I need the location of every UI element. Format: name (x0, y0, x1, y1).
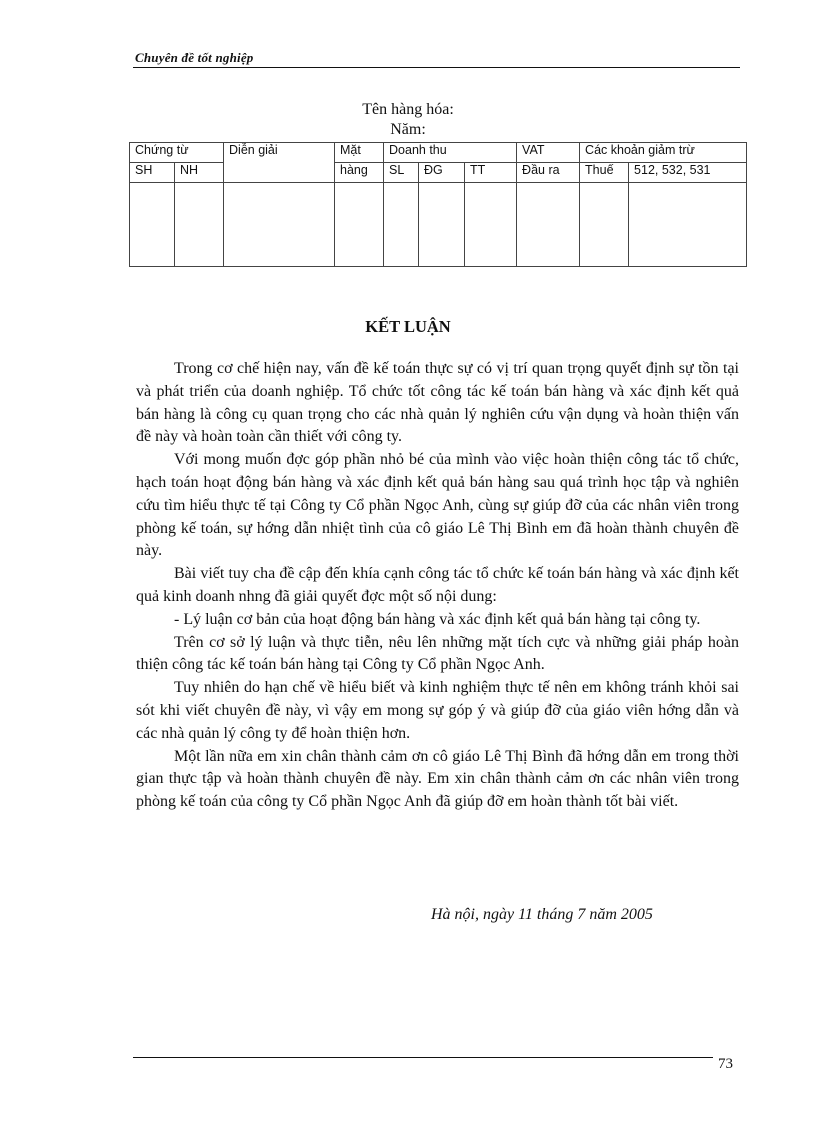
paragraph: Với mong muốn đợc góp phần nhỏ bé của mình vào việc hoàn thiện công tác tổ chức, hạch toán hoạt động bán hàng và xác định kết quả bán hàng sau quá trình học tập và nghiên cứu tìm hiểu thực tế tại Công ty Cổ phần Ngọc Anh, cùng sự giúp đỡ của các nhân viên trong phòng kế toán, sự hớng dẫn nhiệt tình của cô giáo Lê Thị Bình em đã hoàn thành chuyên đề này. (136, 451, 739, 560)
table-cell (517, 183, 580, 267)
footer-divider (133, 1057, 713, 1058)
paragraph: Một lần nữa em xin chân thành cảm ơn cô giáo Lê Thị Bình đã hớng dẫn em trong thời gian thực tập và hoàn thành chuyên đề này. Em xin chân thành cảm ơn các nhân viên trong phòng kế toán của công ty Cổ phần Ngọc Anh đã giúp đỡ em hoàn thành tốt bài viết. (136, 747, 739, 811)
sales-ledger-table (129, 142, 747, 267)
table-cell (384, 183, 419, 267)
subheader-thue: Thuế (580, 163, 629, 183)
table-header-row-1 (130, 143, 747, 163)
subheader-accounts: 512, 532, 531 (629, 163, 747, 183)
table-caption-year: Năm: (390, 121, 426, 138)
paragraph: - Lý luận cơ bản của hoạt động bán hàng và xác định kết quả bán hàng tại công ty. (174, 610, 701, 628)
page-number: 73 (718, 1056, 733, 1072)
table-cell (419, 183, 465, 267)
subheader-dg: ĐG (419, 163, 465, 183)
table-cell (175, 183, 224, 267)
paragraph: Trên cơ sở lý luận và thực tiễn, nêu lên những mặt tích cực và những giải pháp hoàn thiện công tác kế toán bán hàng tại Công ty Cổ phần Ngọc Anh. (136, 633, 739, 674)
paragraph: Bài viết tuy cha đề cập đến khía cạnh công tác tổ chức kế toán bán hàng và xác định kết quả kinh doanh nhng đã giải quyết đợc một số nội dung: (136, 565, 739, 605)
table-cell (629, 183, 747, 267)
table-cell (224, 183, 335, 267)
subheader-tt: TT (465, 163, 517, 183)
table-body-row (130, 183, 747, 267)
table-header-row-2 (130, 163, 747, 183)
subheader-hang: hàng (335, 163, 384, 183)
header-doanh-thu: Doanh thu (384, 143, 517, 163)
conclusion-body (136, 358, 739, 814)
subheader-sl: SL (384, 163, 419, 183)
table-cell (580, 183, 629, 267)
header-mat: Mặt (335, 143, 384, 163)
header-giam-tru: Các khoản giảm trừ (580, 143, 747, 163)
paragraph: Tuy nhiên do hạn chế về hiểu biết và kinh nghiệm thực tế nên em không tránh khỏi sai sót khi viết chuyên đề này, vì vậy em mong sự góp ý và giúp đỡ của giáo viên hớng dẫn và các nhà quản lý công ty để hoàn thiện hơn. (136, 679, 739, 742)
header-title: Chuyên đề tốt nghiệp (135, 50, 254, 65)
table-cell (465, 183, 517, 267)
subheader-dau-ra: Đầu ra (517, 163, 580, 183)
section-heading: KẾT LUẬN (365, 317, 451, 336)
header-vat: VAT (517, 143, 580, 163)
table-caption-product: Tên hàng hóa: (362, 101, 454, 118)
header-chung-tu: Chứng từ (130, 143, 224, 163)
header-dien-giai: Diễn giải (224, 143, 335, 183)
signature-date: Hà nội, ngày 11 tháng 7 năm 2005 (431, 906, 653, 923)
page-header (133, 50, 740, 68)
table-cell (335, 183, 384, 267)
subheader-sh: SH (130, 163, 175, 183)
paragraph: Trong cơ chế hiện nay, vấn đề kế toán thực sự có vị trí quan trọng quyết định sự tồn tại và phát triển của doanh nghiệp. Tổ chức tốt công tác kế toán bán hàng và xác định kết quả bán hàng là công cụ quan trọng cho các nhà quản lý nghiên cứu vận dụng và hoàn thiện vấn đề này và hoàn toàn cần thiết với công ty. (136, 360, 739, 446)
table-cell (130, 183, 175, 267)
subheader-nh: NH (175, 163, 224, 183)
